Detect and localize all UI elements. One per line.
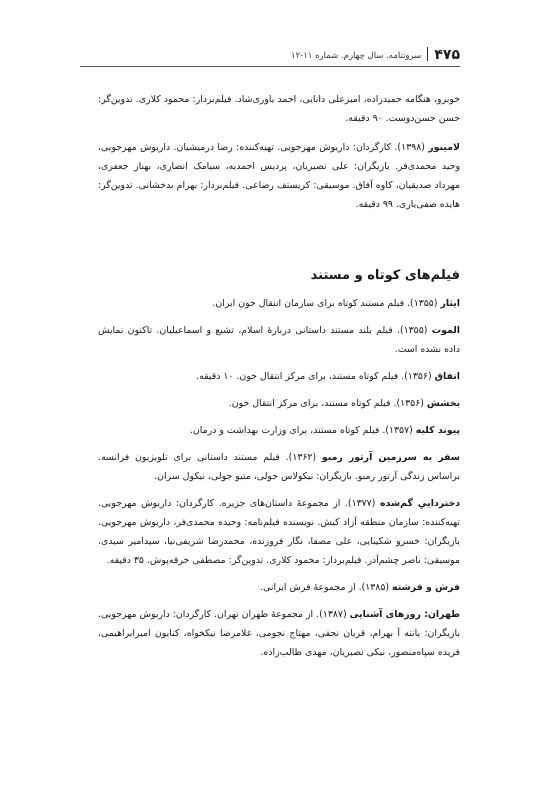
- filmography-entry: [98, 448, 460, 486]
- filmography-entry: [98, 321, 460, 359]
- section-heading: فیلم‌های کوتاه و مستند: [310, 268, 460, 283]
- entry-title: سفر به سرزمین آرتور رمبو: [321, 452, 460, 463]
- filmography-entry: [98, 138, 460, 214]
- filmography-entry: [98, 421, 460, 440]
- page-content: [98, 90, 460, 670]
- entry-continued: [98, 90, 460, 128]
- entry-title: اتفاق: [434, 371, 460, 382]
- entry-title: لامینور: [428, 142, 460, 153]
- filmography-entry: [98, 605, 460, 662]
- entry-title: فرش و فرشته: [392, 582, 460, 593]
- header-divider: [427, 47, 428, 61]
- entry-title: طهران: روزهای آشنایی: [349, 609, 460, 620]
- filmography-entry: [98, 578, 460, 597]
- entry-text: خوبرو، هنگامه حمیدزاده، امیرعلی دانایی، احمد یاوری‌شاد. فیلم‌بردار: محمود کلاری. تدوین‌گر: حسن حسن‌دوست. ۹۰ دقیقه.: [98, 94, 460, 124]
- entry-text: (۱۳۵۵). فیلم مستند کوتاه برای سازمان انتقال خون ایران.: [212, 298, 438, 309]
- entry-title: دخترداییِ گم‌شده: [379, 498, 461, 509]
- entry-text: (۱۳۶۲). فیلم مستند داستانی برای تلویزیون فرانسه. براساس زندگی آرتور رمبو. بازیگران: نیکولاس جولی، متیو جولی، نیکول سران.: [98, 452, 460, 482]
- entry-text: (۱۳۵۷). فیلم کوتاه مستند، برای وزارت بهداشت و درمان.: [189, 425, 413, 436]
- entry-text: (۱۳۸۵). از مجموعهٔ فرش ایرانی.: [260, 582, 390, 593]
- running-title: سروتنامه. سال چهارم. شماره ۱۱-۱۲: [291, 51, 422, 61]
- filmography-entry: [98, 367, 460, 386]
- entry-title: ایثار: [440, 298, 460, 309]
- entry-title: پیوند کلیه: [415, 425, 460, 436]
- filmography-entry: [98, 494, 460, 570]
- entry-text: (۱۳۹۸). کارگردان: داریوش مهرجویی. تهیه‌کننده: رضا درمیشیان. داریوش مهرجویی، وحید محمدی‌فر. بازیگران: علی نصیریان، پردیس احمدیه، سیامک انصاری، بهناز جعفری، مهرداد صدیقیان، کاوه آفاق. موسیقی: کریستف رضاعی. فیلم‌بردار: بهرام بدخشانی. تدوین‌گر: هایده صفی‌یاری. ۹۹ دقیقه.: [98, 142, 460, 210]
- entry-text: (۱۳۵۶). فیلم کوتاه مستند، برای مرکز انتقال خون.: [228, 398, 424, 409]
- entry-text: (۱۳۵۶). فیلم کوتاه مستند، برای مرکز انتقال خون. ۱۰ دقیقه.: [196, 371, 432, 382]
- entry-text: (۱۳۸۷). از مجموعهٔ طهران تهران. کارگردان: داریوش مهرجویی. بازیگران: یانته آ بهرام، قربان نجفی، مهتاج نجومی، غلامرضا نیکخواه، کتایون امیرابراهیمی، فریده سپاه‌منصور، نیکی نصیریان، مهدی طالب‌زاده.: [98, 609, 460, 658]
- entry-text: (۱۳۷۷). از مجموعهٔ داستان‌های جزیره. کارگردان: داریوش مهرجویی. تهیه‌کننده: سازمان منطقه آزاد کیش. نویسنده فیلم‌نامه: وحیده محمدی‌فر، داریوش مهرجویی. بازیگران: خسرو شکیبایی، علی مصفا، نگار فروزنده، محمدرضا شریفی‌نیا، سیدامیر سیدی. موسیقی: ناصر چشم‌آذر. فیلم‌بردار: محمود کلاری. تدوین‌گر: مصطفی خرقه‌پوش. ۳۵ دقیقه.: [98, 498, 460, 566]
- entry-title: الموت: [431, 325, 461, 336]
- filmography-entry: [98, 394, 460, 413]
- entry-text: (۱۳۵۵). فیلم بلند مستند داستانی دربارهٔ اسلام، تشیع و اسماعیلیان. تاکنون نمایش داده نشده است.: [98, 325, 460, 355]
- page-header: [80, 40, 460, 67]
- filmography-entry: [98, 294, 460, 313]
- page-number: ۴۷۵: [434, 47, 460, 63]
- entry-title: بخشش: [426, 398, 460, 409]
